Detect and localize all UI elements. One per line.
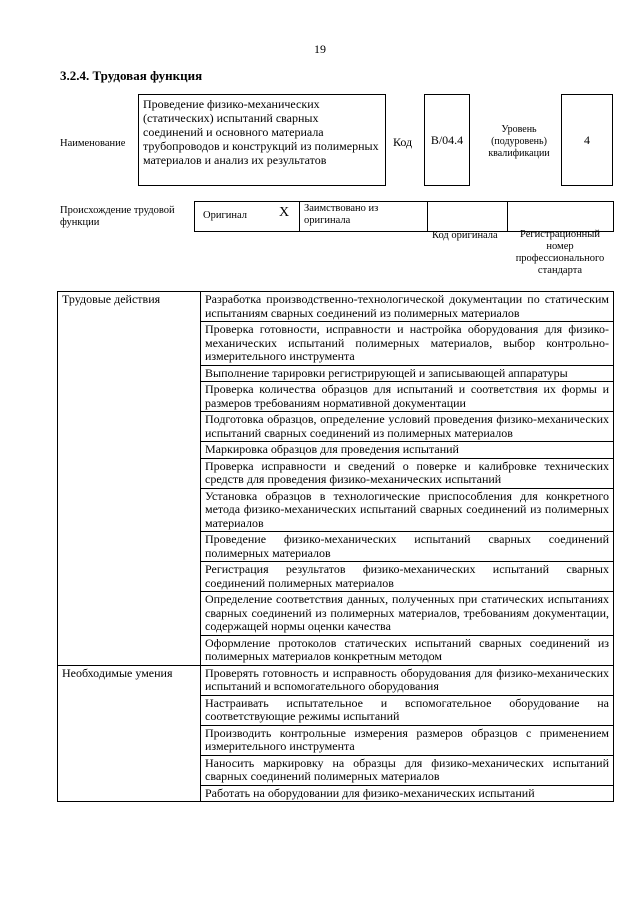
skill-1: Проверять готовность и исправность оборудования для физико-механических испытаний и вспомогательного оборудования	[201, 665, 614, 695]
code-original-label: Код оригинала	[432, 230, 498, 241]
function-name: Проведение физико-механических (статических) испытаний сварных соединений и основного материала трубопроводов и конструкций из полимерных материалов и анализ их результатов	[138, 94, 386, 186]
labor-action-6: Маркировка образцов для проведения испытаний	[201, 442, 614, 459]
labor-action-7: Проверка исправности и сведений о поверке и калибровке технических средств для проведения физико-механических испытаний	[201, 458, 614, 488]
skill-3: Производить контрольные измерения размеров образцов с применением измерительного инструмента	[201, 725, 614, 755]
code-value: В/04.4	[424, 94, 470, 186]
page-number: 19	[314, 42, 326, 56]
level-value: 4	[561, 94, 613, 186]
labor-action-3: Выполнение тарировки регистрирующей и записывающей аппаратуры	[201, 365, 614, 382]
borrowed-label: Заимствовано из оригинала	[304, 203, 379, 226]
original-label: Оригинал	[203, 210, 247, 221]
skill-4: Наносить маркировку на образцы для физико-механических испытаний сварных соединений полимерных материалов	[201, 755, 614, 785]
skills-label: Необходимые умения	[58, 665, 201, 802]
reg-number-label: Регистрационный номер профессионального стандарта	[515, 229, 605, 276]
labor-action-5: Подготовка образцов, определение условий проведения физико-механических испытаний сварных соединений из полимерных материалов	[201, 412, 614, 442]
labor-action-12: Оформление протоколов статических испытаний сварных соединений из полимерных материалов конкретным методом	[201, 635, 614, 665]
labor-action-11: Определение соответствия данных, полученных при статических испытаниях сварных соединений из полимерных материалов, требованиям документации, содержащей нормы оценки качества	[201, 592, 614, 636]
skill-5: Работать на оборудовании для физико-механических испытаний	[201, 785, 614, 802]
skill-2: Настраивать испытательное и вспомогательное оборудование на соответствующие режимы испытаний	[201, 695, 614, 725]
labor-action-10: Регистрация результатов физико-механических испытаний сварных соединений полимерных материалов	[201, 562, 614, 592]
original-mark: X	[279, 205, 290, 220]
section-title: 3.2.4. Трудовая функция	[60, 68, 203, 83]
labor-action-2: Проверка готовности, исправности и настройка оборудования для физико-механических испытаний полимерных материалов, выбор контрольно-измерительного инструмента	[201, 322, 614, 366]
table-row	[58, 665, 614, 695]
labor-action-4: Проверка количества образцов для испытаний и соответствия их формы и размеров требованиям нормативной документации	[201, 382, 614, 412]
code-label: Код	[393, 135, 413, 149]
labor-action-1: Разработка производственно-технологической документации по статическим испытаниям сварных соединений из полимерных материалов	[201, 292, 614, 322]
name-label: Наименование	[60, 138, 126, 149]
origin-label: Происхождение трудовой функции	[60, 205, 175, 228]
table-row	[58, 292, 614, 322]
labor-actions-label: Трудовые действия	[58, 292, 201, 666]
labor-action-8: Установка образцов в технологические приспособления для конкретного метода физико-механических испытаний сварных соединений из полимерных материалов	[201, 488, 614, 532]
level-label: Уровень (подуровень) квалификации	[488, 124, 550, 159]
labor-action-9: Проведение физико-механических испытаний сварных соединений полимерных материалов	[201, 532, 614, 562]
function-table	[57, 291, 614, 802]
